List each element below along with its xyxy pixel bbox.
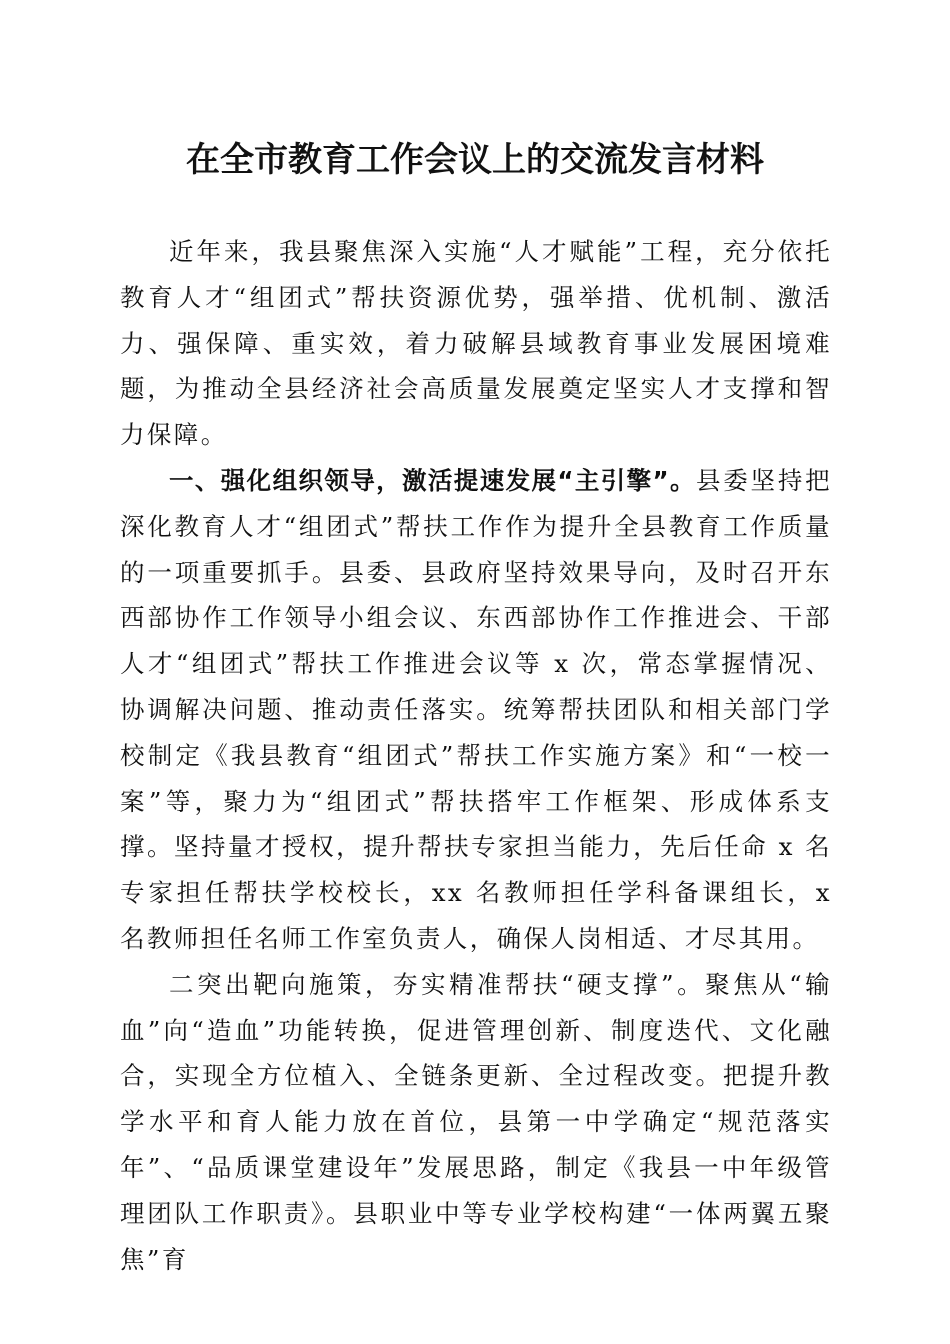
document-body (120, 229, 832, 1282)
paragraph-section-1 (120, 458, 832, 962)
section-1-heading: 一、强化组织领导，激活提速发展“主引擎”。 (169, 465, 696, 495)
paragraph-section-2 (120, 962, 832, 1283)
document-title: 在全市教育工作会议上的交流发言材料 (186, 140, 764, 180)
section-1-text: 县委坚持把深化教育人才“组团式”帮扶工作作为提升全县教育工作质量的一项重要抓手。县委、县政府坚持效果导向，及时召开东西部协作工作领导小组会议、东西部协作工作推进会、干部人才“组团式”帮扶工作推进会议等 x 次，常态掌握情况、协调解决问题、推动责任落实。统筹帮扶团队和相关部门学校制定《我县教育“组团式”帮扶工作实施方案》和“一校一案”等，聚力为“组团式”帮扶搭牢工作框架、形成体系支撑。坚持量才授权，提升帮扶专家担当能力，先后任命 x 名专家担任帮扶学校校长，xx 名教师担任学科备课组长，x 名教师担任名师工作室负责人，确保人岗相适、才尽其用。 (120, 465, 833, 953)
section-2-text: 二突出靶向施策，夯实精准帮扶“硬支撑”。聚焦从“输血”向“造血”功能转换，促进管理创新、制度迭代、文化融合，实现全方位植入、全链条更新、全过程改变。把提升教学水平和育人能力放在首位，县第一中学确定“规范落实年”、“品质课堂建设年”发展思路，制定《我县一中年级管理团队工作职责》。县职业中等专业学校构建“一体两翼五聚焦”育 (120, 969, 832, 1274)
paragraph-intro-text: 近年来，我县聚焦深入实施“人才赋能”工程，充分依托教育人才“组团式”帮扶资源优势，强举措、优机制、激活力、强保障、重实效，着力破解县域教育事业发展困境难题，为推动全县经济社会高质量发展奠定坚实人才支撑和智力保障。 (120, 237, 832, 450)
paragraph-intro (120, 229, 832, 458)
